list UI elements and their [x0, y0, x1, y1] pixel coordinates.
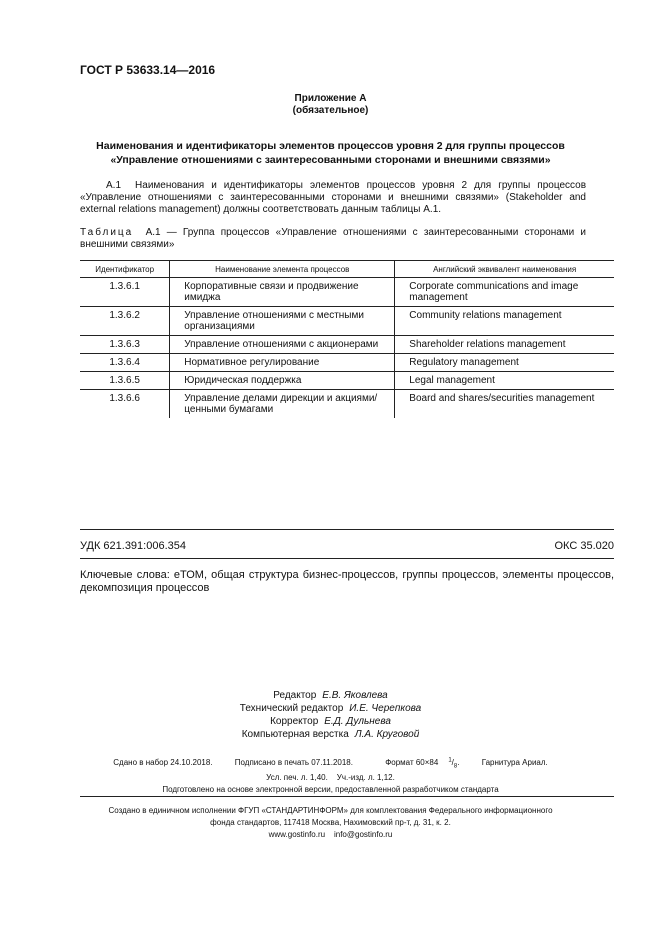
signed-date: Подписано в печать 07.11.2018. [234, 757, 353, 767]
cell-name: Корпоративные связи и продвижение имиджа [170, 278, 395, 307]
column-header-english: Английский эквивалент наименования [395, 261, 614, 278]
cell-english: Community relations management [395, 307, 614, 336]
clause-number: А.1 [106, 180, 122, 191]
table-caption-text: А.1 — Группа процессов «Управление отношениями с заинтересованными сторонами и внешними связями» [80, 227, 586, 250]
credit-role: Корректор [270, 716, 319, 727]
cell-english: Shareholder relations management [395, 336, 614, 354]
cell-name: Управление делами дирекции и акциями/ценными бумагами [170, 390, 395, 419]
credits-block [0, 689, 661, 741]
credit-person: Е.В. Яковлева [322, 690, 388, 701]
credit-role: Технический редактор [239, 703, 344, 714]
paper-format: Формат 60×84 $^1/_8$. [385, 757, 460, 770]
process-elements-table [80, 260, 614, 418]
publisher-sheets: Уч.-изд. л. 1,12. [336, 773, 395, 783]
cell-id: 1.3.6.6 [109, 393, 140, 404]
divider-bottom [80, 558, 614, 559]
table-row [80, 372, 614, 390]
credit-tech-editor [0, 702, 661, 715]
cell-name: Управление отношениями с акционерами [170, 336, 395, 354]
clause-text: Наименования и идентификаторы элементов процессов уровня 2 для группы процессов «Управление отношениями с заинтересованными сторонами и внешними связями» (Stakeholder and external relations management) должны соответствовать данным таблицы А.1. [80, 180, 587, 215]
cell-id: 1.3.6.5 [80, 372, 170, 390]
cell-english: Regulatory management [395, 354, 614, 372]
cell-id: 1.3.6.1 [80, 278, 170, 307]
print-sheets: Усл. печ. л. 1,40. [266, 773, 328, 783]
section-heading-line-1: Наименования и идентификаторы элементов процессов уровня 2 для группы процессов [96, 140, 565, 152]
table-row [80, 336, 614, 354]
cell-english: Legal management [395, 372, 614, 390]
credit-role: Редактор [273, 690, 317, 701]
cell-english: Corporate communications and image management [395, 278, 614, 307]
divider-top [80, 529, 614, 530]
column-header-name: Наименование элемента процессов [170, 261, 395, 278]
credit-person: Л.А. Круговой [354, 729, 420, 740]
table-row [80, 354, 614, 372]
section-heading [60, 139, 601, 167]
credit-role: Компьютерная верстка [241, 729, 349, 740]
appendix-status: (обязательное) [292, 105, 369, 116]
table-header-row [80, 261, 614, 278]
appendix-title: Приложение А [294, 93, 367, 104]
divider-footer [80, 796, 614, 797]
credit-layout [0, 728, 661, 741]
cell-id: 1.3.6.4 [80, 354, 170, 372]
clause-paragraph [80, 180, 586, 216]
credit-person: И.Е. Черепкова [349, 703, 422, 714]
footer-line-1: Создано в единичном исполнении ФГУП «СТАНДАРТИНФОРМ» для комплектования Федерального информационного [108, 806, 553, 815]
table-caption-label: Таблица [80, 227, 134, 238]
cell-id: 1.3.6.3 [80, 336, 170, 354]
cell-name: Нормативное регулирование [170, 354, 395, 372]
cell-name: Юридическая поддержка [170, 372, 395, 390]
publisher-footer [0, 805, 661, 841]
standard-code: ГОСТ Р 53633.14—2016 [80, 63, 216, 77]
footer-line-2: фонда стандартов, 117418 Москва, Нахимовский пр-т, д. 31, к. 2. [210, 818, 451, 827]
section-heading-line-2: «Управление отношениями с заинтересованными сторонами и внешними связями» [110, 154, 551, 166]
keywords: Ключевые слова: еТОМ, общая структура бизнес-процессов, группы процессов, элементы процессов, декомпозиция процессов [80, 569, 614, 594]
oks-code: ОКС 35.020 [554, 540, 614, 552]
cell-id: 1.3.6.2 [80, 307, 170, 336]
table-row [80, 390, 614, 419]
credit-proofreader [0, 715, 661, 728]
credit-person: Е.Д. Дульнева [324, 716, 391, 727]
table-caption [80, 227, 586, 251]
email-link[interactable]: info@gostinfo.ru [333, 830, 393, 839]
table-row [80, 278, 614, 307]
prepared-note: Подготовлено на основе электронной версии, предоставленной разработчиком стандарта [162, 785, 499, 795]
cell-name: Управление отношениями с местными организациями [170, 307, 395, 336]
typeset-date: Сдано в набор 24.10.2018. [113, 757, 213, 767]
udk-code: УДК 621.391:006.354 [80, 540, 186, 552]
website-link[interactable]: www.gostinfo.ru [268, 830, 326, 839]
credit-editor [0, 689, 661, 702]
publication-info [0, 754, 661, 796]
table-row [80, 307, 614, 336]
typeface: Гарнитура Ариал. [481, 757, 548, 767]
column-header-id: Идентификатор [80, 261, 170, 278]
cell-english: Board and shares/securities management [395, 390, 614, 419]
